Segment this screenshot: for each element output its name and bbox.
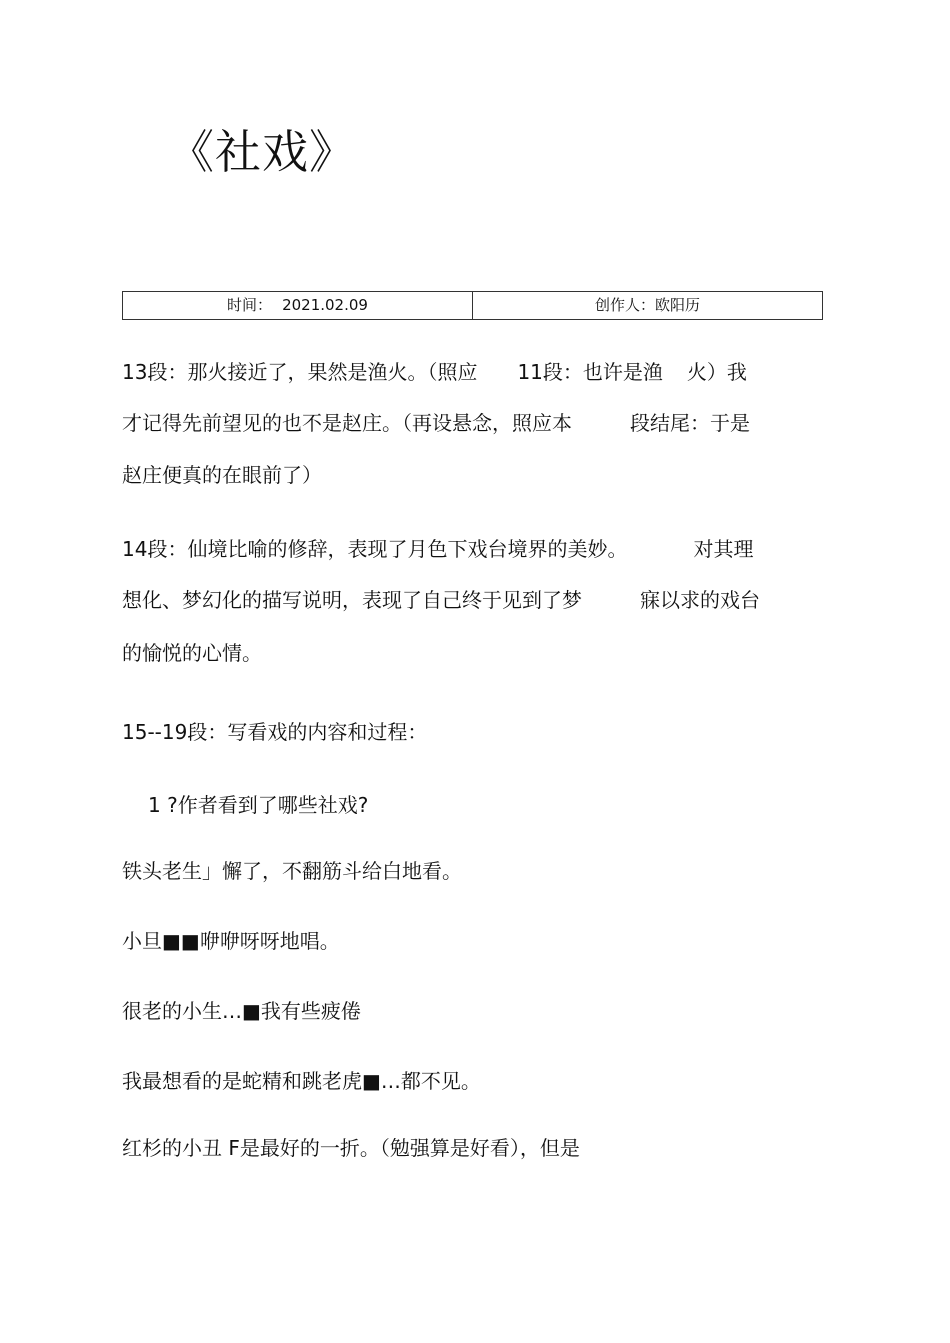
author-value: 欧阳历 [655,296,701,314]
list-item: 铁头老生」懈了，不翻筋斗给白地看。 [122,859,462,883]
list-item: 很老的小生…■我有些疲倦 [122,999,361,1023]
p13-line-1 [122,357,747,387]
p13-line-2b: 段结尾：于是 [630,411,750,435]
author-label: 创作人： [594,296,655,314]
p14-line-2a: 想化、梦幻化的描写说明，表现了自己终于见到了梦 [122,588,582,612]
p14-line-1 [122,534,753,564]
p14-line-3: 的愉悦的心情。 [122,641,262,665]
list-item: 红杉的小丑 F是最好的一折。（勉强算是好看），但是 [122,1136,580,1160]
time-cell [123,292,472,319]
p13-line-1b: 11段：也许是渔 [517,360,663,384]
p14-line-2 [122,585,760,615]
p13-line-1a: 13段：那火接近了，果然是渔火。（照应 [122,360,478,384]
time-value: 2021.02.09 [282,296,368,314]
question-1: 1 ?作者看到了哪些社戏? [148,793,369,817]
meta-table [122,291,823,320]
author-cell [472,292,822,319]
list-item: 我最想看的是蛇精和跳老虎■…都不见。 [122,1069,481,1093]
p14-line-1b: 对其理 [693,537,754,561]
p13-line-1c: 火）我 [686,360,747,384]
p13-line-3: 赵庄便真的在眼前了） [122,463,322,487]
p14-line-1a: 14段：仙境比喻的修辞，表现了月色下戏台境界的美妙。 [122,537,628,561]
p14-line-2b: 寐以求的戏台 [640,588,760,612]
p15-heading: 15--19段：写看戏的内容和过程： [122,720,428,744]
document-title: 《社戏》 [168,125,356,179]
time-label: 时间： [227,296,273,314]
list-item: 小旦■■咿咿呀呀地唱。 [122,929,340,953]
p13-line-2a: 才记得先前望见的也不是赵庄。（再设悬念，照应本 [122,411,572,435]
p13-line-2 [122,408,750,438]
